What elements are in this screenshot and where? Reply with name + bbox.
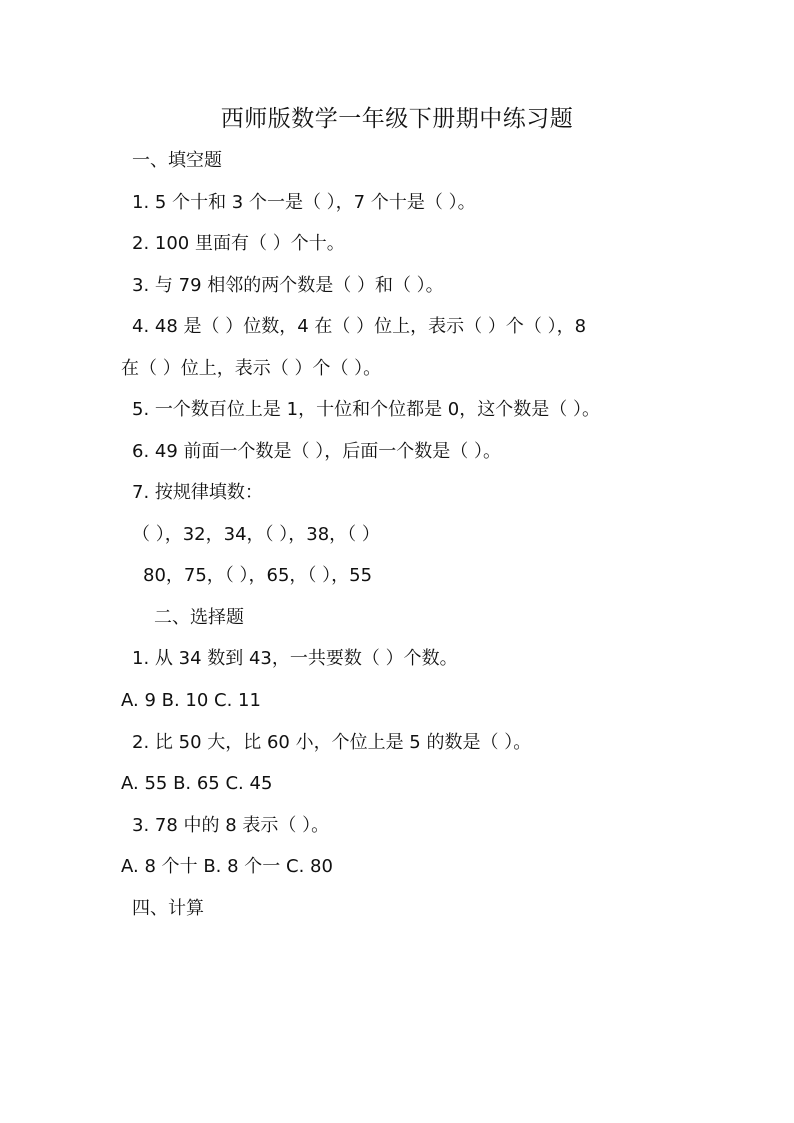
section-heading-fill-in: 一、填空题 xyxy=(132,150,222,171)
section-heading-choice: 二、选择题 xyxy=(154,607,244,628)
fill-in-question-3: 3. 与 79 相邻的两个数是（ ）和（ ）。 xyxy=(132,275,444,296)
section-heading-calculation: 四、计算 xyxy=(132,898,204,919)
choice-question-1: 1. 从 34 数到 43，一共要数（ ）个数。 xyxy=(132,648,458,669)
choice-question-2: 2. 比 50 大，比 60 小，个位上是 5 的数是（ ）。 xyxy=(132,732,532,753)
fill-in-question-6: 6. 49 前面一个数是（ ），后面一个数是（ ）。 xyxy=(132,441,501,462)
fill-in-question-4-line-2: 在（ ）位上，表示（ ）个（ ）。 xyxy=(121,358,382,379)
choice-question-1-options: A. 9 B. 10 C. 11 xyxy=(121,690,261,711)
choice-question-3: 3. 78 中的 8 表示（ ）。 xyxy=(132,815,330,836)
fill-in-question-7-sequence-1: （ ），32，34，（ ），38，（ ） xyxy=(132,524,380,545)
fill-in-question-7-sequence-2: 80，75，（ ），65，（ ），55 xyxy=(143,565,373,586)
choice-question-3-options: A. 8 个十 B. 8 个一 C. 80 xyxy=(121,856,333,877)
fill-in-question-5: 5. 一个数百位上是 1，十位和个位都是 0，这个数是（ ）。 xyxy=(132,399,600,420)
worksheet-title: 西师版数学一年级下册期中练习题 xyxy=(220,106,574,132)
fill-in-question-7: 7. 按规律填数： xyxy=(132,482,263,503)
fill-in-question-2: 2. 100 里面有（ ）个十。 xyxy=(132,233,345,254)
choice-question-2-options: A. 55 B. 65 C. 45 xyxy=(121,773,273,794)
fill-in-question-1: 1. 5 个十和 3 个一是（ ），7 个十是（ ）。 xyxy=(132,192,476,213)
fill-in-question-4-line-1: 4. 48 是（ ）位数，4 在（ ）位上，表示（ ）个（ ），8 xyxy=(132,316,587,337)
